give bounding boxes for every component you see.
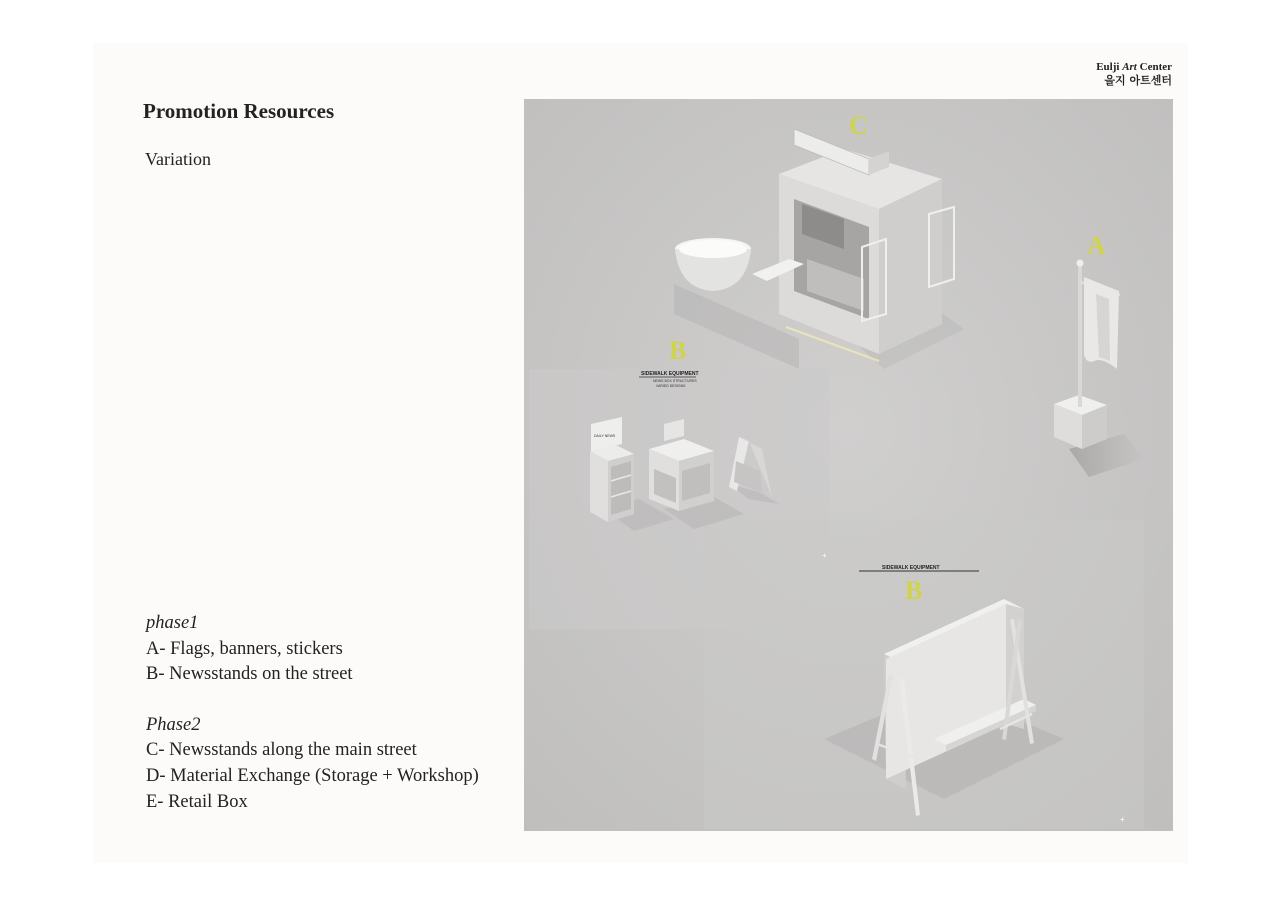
label-c: C — [849, 111, 868, 140]
list-item: C- Newsstands along the main street — [146, 740, 417, 761]
sidewalk-caption-large: SIDEWALK EQUIPMENT — [882, 565, 940, 571]
label-a: A — [1087, 231, 1106, 260]
label-b-top: B — [669, 336, 687, 365]
phase-heading: phase1 — [146, 613, 199, 633]
list-item: E- Retail Box — [146, 791, 248, 812]
sidewalk-caption-small: SIDEWALK EQUIPMENT — [641, 371, 699, 377]
equipment-render-image — [524, 99, 1173, 831]
newsstand-sign: DAILY NEWS — [594, 434, 616, 438]
logo-english: Eulji Art Center — [1096, 61, 1172, 73]
sidewalk-caption-small-sub2: VARIED DESIGNS — [656, 384, 686, 388]
phase-heading: Phase2 — [146, 714, 201, 735]
svg-text:+: + — [1120, 815, 1125, 824]
page-title: Promotion Resources — [143, 99, 335, 123]
label-b-bottom: B — [905, 576, 923, 605]
sidewalk-caption-small-sub1: NEWS BOX STRUCTURES — [653, 379, 697, 383]
list-item: A- Flags, banners, stickers — [146, 638, 343, 659]
list-item: D- Material Exchange (Storage + Workshop) — [146, 765, 479, 786]
slide — [93, 43, 1188, 863]
svg-text:+: + — [822, 551, 827, 560]
eulji-art-center-logo — [1096, 60, 1172, 88]
logo-korean: 을지 아트센터 — [1104, 74, 1172, 87]
list-item: B- Newsstands on the street — [146, 664, 353, 685]
phase-list — [146, 611, 479, 815]
page-subtitle: Variation — [145, 149, 211, 169]
